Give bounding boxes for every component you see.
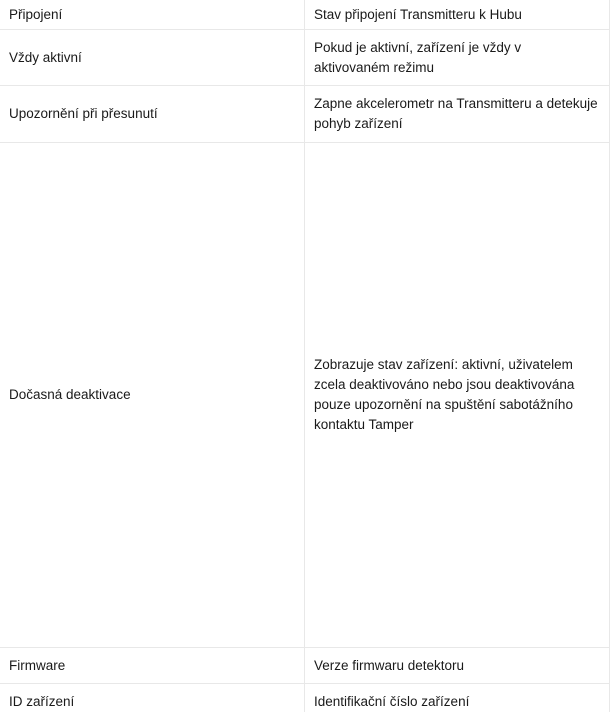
table-row xyxy=(0,86,610,143)
row-description: Stav připojení Transmitteru k Hubu xyxy=(305,0,610,30)
row-name: Firmware xyxy=(0,648,305,684)
row-description: Pokud je aktivní, zařízení je vždy v aktivovaném režimu xyxy=(305,30,610,86)
table-row xyxy=(0,648,610,684)
row-name: Upozornění při přesunutí xyxy=(0,86,305,143)
table-row xyxy=(0,143,610,648)
row-name: Dočasná deaktivace xyxy=(0,143,305,648)
row-name: Připojení xyxy=(0,0,305,30)
table-row xyxy=(0,0,610,30)
row-name: Vždy aktivní xyxy=(0,30,305,86)
row-name: ID zařízení xyxy=(0,684,305,712)
table-row xyxy=(0,30,610,86)
row-description: Zobrazuje stav zařízení: aktivní, uživatelem zcela deaktivováno nebo jsou deaktivována pouze upozornění na spuštění sabotážního kontaktu Tamper xyxy=(305,143,610,648)
table-row xyxy=(0,684,610,712)
row-description: Identifikační číslo zařízení xyxy=(305,684,610,712)
row-description: Verze firmwaru detektoru xyxy=(305,648,610,684)
row-description: Zapne akcelerometr na Transmitteru a detekuje pohyb zařízení xyxy=(305,86,610,143)
